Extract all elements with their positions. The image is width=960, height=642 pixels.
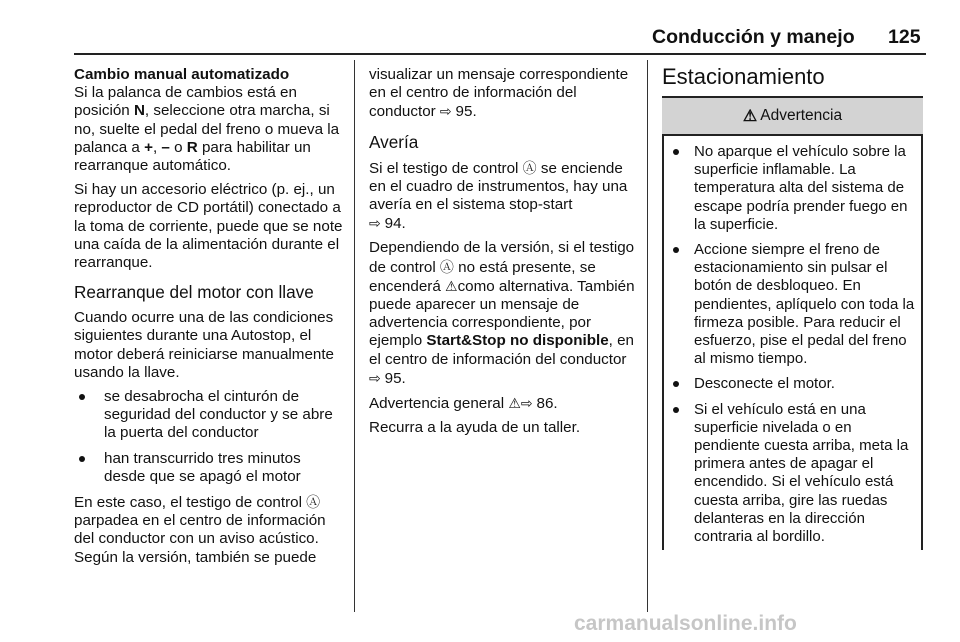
warning-box	[662, 96, 923, 550]
section-heading-manual-transmission: Cambio manual automatizado	[74, 66, 290, 83]
list-item: se desabrocha el cinturón de seguridad del conductor y se abre la puerta del conductor	[74, 388, 344, 443]
warning-box-border	[921, 96, 923, 550]
page-number: 125	[888, 26, 921, 48]
gear-plus: +	[144, 138, 153, 156]
column-2	[369, 66, 637, 443]
text: Dependiendo de la versión, si el testigo de control	[369, 239, 635, 276]
warning-triangle-icon: ⚠	[508, 395, 521, 412]
section-title-parking: Estacionamiento	[662, 64, 825, 89]
column-1	[74, 66, 344, 573]
text: visualizar un mensaje correspondiente en el centro de información del conductor	[369, 66, 629, 121]
section-title-key-restart: Rearranque del motor con llave	[74, 282, 314, 303]
watermark: carmanualsonline.info	[574, 612, 797, 635]
header-title: Conducción y manejo	[652, 26, 855, 48]
gear-minus: –	[161, 138, 170, 156]
text: ,	[152, 138, 162, 156]
gear-r: R	[186, 138, 198, 156]
page-ref[interactable]: 95	[384, 369, 402, 387]
warning-box-border	[662, 96, 664, 550]
text: Si la palanca de cambios está en posición	[74, 84, 297, 120]
column-3	[662, 64, 926, 90]
page-ref[interactable]: 95	[455, 103, 473, 121]
text: En este caso, el testigo de control	[74, 494, 307, 512]
text: para habilitar un rearranque automático.	[74, 138, 311, 175]
paragraph-conditions: Cuando ocurre una de las condiciones siguientes durante una Autostop, el motor deberá reiniciarse manualmente usando la llave.	[74, 309, 335, 381]
text: parpadea en el centro de información del conductor con un aviso acústico. Según la versión, también se puede	[74, 512, 326, 566]
paragraph-control-light	[74, 493, 344, 567]
list-item: han transcurrido tres minutos desde que se apagó el motor	[74, 450, 344, 486]
paragraph-fault: Si el testigo de control Ⓐ se enciende en el cuadro de instrumentos, hay una avería en el sistema stop-start ⇨ 94.	[369, 159, 628, 233]
message-text: Start&Stop no disponible	[426, 332, 609, 350]
page-ref-arrow-icon[interactable]: ⇨	[520, 395, 537, 412]
column-divider-1	[354, 60, 355, 612]
paragraph-version: Dependiendo de la versión, si el testigo de control Ⓐ no está presente, se encenderá ⚠como alternativa. También puede aparecer un mensaje de advertencia correspondiente, por ejemplo Start&Stop no disponible, en el centro de información del conductor ⇨ 95.	[369, 239, 635, 387]
text: no está presente, se encenderá	[369, 258, 596, 295]
page-ref-arrow-icon[interactable]: ⇨	[439, 103, 456, 120]
warning-box-body	[672, 143, 917, 553]
column-divider-2	[647, 60, 648, 612]
stop-start-fault-icon: Ⓐ	[522, 159, 537, 176]
list-item: Accione siempre el freno de estacionamiento sin pulsar el botón de desbloqueo. En pendientes, aplíquelo con toda la firmeza posible. Para reducir el esfuerzo, pise el pedal del freno al mismo tiempo.	[672, 241, 917, 368]
list-item: Si el vehículo está en una superficie nivelada o en pendiente cuesta arriba, meta la primera antes de apagar el encendido. Si el vehículo está cuesta arriba, gire las ruedas delanteras en la dirección contraria al bordillo.	[672, 401, 917, 547]
stop-start-fault-icon: Ⓐ	[439, 258, 454, 275]
text: se enciende en el cuadro de instrumentos, hay una avería en el sistema stop-start	[369, 159, 628, 214]
parking-instructions-list	[672, 143, 917, 546]
list-item: Desconecte el motor.	[672, 375, 917, 393]
conditions-list	[74, 388, 344, 486]
autostop-indicator-icon: Ⓐ	[306, 494, 321, 511]
page-ref-arrow-icon[interactable]: ⇨	[369, 369, 385, 386]
page-header	[0, 0, 960, 60]
text: o	[169, 138, 187, 156]
text: Si el testigo de control	[369, 159, 523, 177]
text: , en el centro de información del conductor	[369, 332, 634, 368]
section-title-fault: Avería	[369, 131, 419, 152]
paragraph-accessory: Si hay un accesorio eléctrico (p. ej., un reproductor de CD portátil) conectado a la toma de corriente, puede que se note una caída de la alimentación durante el rearranque.	[74, 181, 343, 272]
header-rule	[74, 53, 926, 55]
list-item: No aparque el vehículo sobre la superficie inflamable. La temperatura alta del sistema de escape podría prender fuego en la superficie.	[672, 143, 917, 234]
warning-label: Advertencia	[760, 107, 843, 124]
page-ref[interactable]: 94	[384, 215, 402, 233]
warning-icon: ⚠	[742, 108, 758, 125]
warning-triangle-icon: ⚠	[445, 277, 458, 294]
warning-box-header	[662, 96, 923, 136]
text: , seleccione otra marcha, si no, suelte el pedal del freno o mueva la palanca a	[74, 102, 340, 156]
page-ref[interactable]: 86	[536, 395, 554, 413]
text: como alternativa. También puede aparecer un mensaje de advertencia correspondiente, por ejemplo	[369, 277, 635, 350]
page-ref-arrow-icon[interactable]: ⇨	[369, 215, 385, 232]
paragraph-gear-lever	[74, 84, 344, 175]
text: Advertencia general	[369, 395, 509, 413]
paragraph-message: visualizar un mensaje correspondiente en el centro de información del conductor ⇨ 95.	[369, 66, 629, 121]
paragraph-general-warning: Advertencia general ⚠⇨ 86.	[369, 395, 558, 413]
paragraph-workshop: Recurra a la ayuda de un taller.	[369, 419, 581, 437]
gear-n: N	[133, 102, 145, 120]
